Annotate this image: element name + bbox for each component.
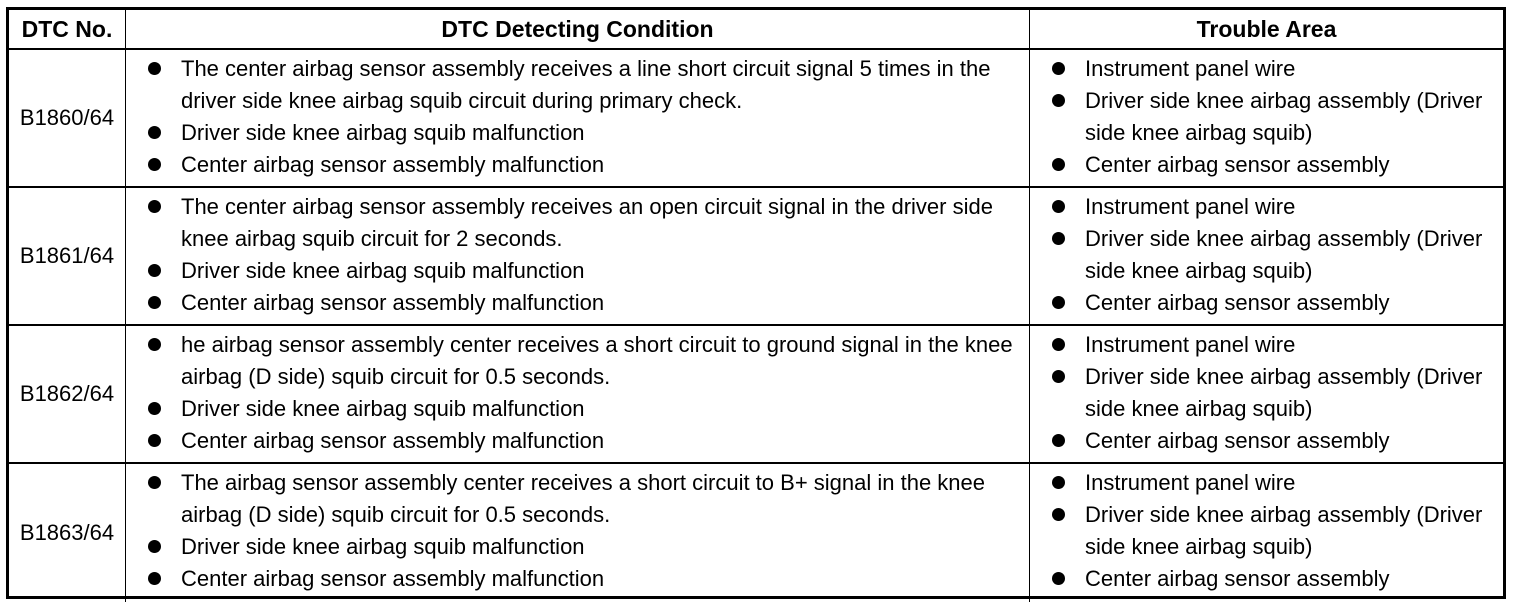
list-item — [148, 53, 1025, 117]
bullet-icon — [148, 126, 161, 139]
trouble-area-cell — [1030, 188, 1503, 324]
dtc-code: B1861/64 — [9, 188, 126, 324]
trouble-area-text: Instrument panel wire — [1085, 194, 1296, 219]
trouble-area-text: Driver side knee airbag assembly (Driver side knee airbag squib) — [1085, 226, 1483, 283]
dtc-code: B1862/64 — [9, 326, 126, 462]
bullet-icon — [148, 434, 161, 447]
bullet-icon — [148, 476, 161, 489]
list-item — [148, 191, 1025, 255]
list-item — [148, 287, 1025, 319]
trouble-area-list — [1052, 467, 1499, 595]
condition-text: Driver side knee airbag squib malfunction — [181, 396, 585, 421]
trouble-area-text: Driver side knee airbag assembly (Driver side knee airbag squib) — [1085, 88, 1483, 145]
header-condition: DTC Detecting Condition — [126, 10, 1030, 48]
bullet-icon — [1052, 94, 1065, 107]
table-row — [9, 326, 1503, 464]
table-row — [9, 464, 1503, 602]
trouble-area-cell — [1030, 464, 1503, 602]
dtc-code: B1863/64 — [9, 464, 126, 602]
trouble-area-list — [1052, 191, 1499, 319]
table-row — [9, 188, 1503, 326]
bullet-icon — [148, 540, 161, 553]
condition-list — [148, 191, 1025, 319]
bullet-icon — [1052, 232, 1065, 245]
condition-text: Center airbag sensor assembly malfunction — [181, 290, 605, 315]
condition-text: Driver side knee airbag squib malfunction — [181, 258, 585, 283]
list-item — [1052, 191, 1499, 223]
bullet-icon — [1052, 370, 1065, 383]
condition-list — [148, 53, 1025, 181]
list-item — [1052, 425, 1499, 457]
list-item — [148, 563, 1025, 595]
list-item — [148, 467, 1025, 531]
list-item — [1052, 329, 1499, 361]
trouble-area-text: Instrument panel wire — [1085, 56, 1296, 81]
list-item — [1052, 467, 1499, 499]
trouble-area-text: Driver side knee airbag assembly (Driver side knee airbag squib) — [1085, 502, 1483, 559]
condition-text: The center airbag sensor assembly receives a line short circuit signal 5 times in the driver side knee airbag squib circuit during primary check. — [181, 56, 991, 113]
list-item — [148, 149, 1025, 181]
list-item — [1052, 53, 1499, 85]
list-item — [148, 393, 1025, 425]
bullet-icon — [1052, 338, 1065, 351]
bullet-icon — [148, 296, 161, 309]
list-item — [1052, 223, 1499, 287]
list-item — [1052, 563, 1499, 595]
condition-cell — [126, 464, 1030, 602]
table-header — [9, 10, 1503, 50]
bullet-icon — [1052, 62, 1065, 75]
list-item — [1052, 499, 1499, 563]
condition-list — [148, 329, 1025, 457]
list-item — [148, 329, 1025, 393]
bullet-icon — [1052, 296, 1065, 309]
bullet-icon — [148, 264, 161, 277]
list-item — [148, 425, 1025, 457]
bullet-icon — [1052, 200, 1065, 213]
trouble-area-list — [1052, 53, 1499, 181]
bullet-icon — [148, 572, 161, 585]
header-dtc-no: DTC No. — [9, 10, 126, 48]
condition-text: The center airbag sensor assembly receives an open circuit signal in the driver side knee airbag squib circuit for 2 seconds. — [181, 194, 993, 251]
list-item — [148, 117, 1025, 149]
trouble-area-text: Driver side knee airbag assembly (Driver side knee airbag squib) — [1085, 364, 1483, 421]
trouble-area-text: Center airbag sensor assembly — [1085, 152, 1390, 177]
condition-cell — [126, 50, 1030, 186]
trouble-area-text: Center airbag sensor assembly — [1085, 566, 1390, 591]
bullet-icon — [148, 338, 161, 351]
bullet-icon — [148, 62, 161, 75]
condition-list — [148, 467, 1025, 595]
bullet-icon — [1052, 508, 1065, 521]
header-trouble-area: Trouble Area — [1196, 15, 1337, 42]
trouble-area-text: Instrument panel wire — [1085, 332, 1296, 357]
trouble-area-list — [1052, 329, 1499, 457]
list-item — [1052, 361, 1499, 425]
trouble-area-text: Center airbag sensor assembly — [1085, 290, 1390, 315]
list-item — [1052, 85, 1499, 149]
condition-text: Driver side knee airbag squib malfunction — [181, 120, 585, 145]
condition-text: Center airbag sensor assembly malfunction — [181, 428, 605, 453]
condition-cell — [126, 326, 1030, 462]
list-item — [148, 255, 1025, 287]
bullet-icon — [148, 200, 161, 213]
bullet-icon — [1052, 434, 1065, 447]
condition-cell — [126, 188, 1030, 324]
trouble-area-cell — [1030, 326, 1503, 462]
condition-text: Driver side knee airbag squib malfunction — [181, 534, 585, 559]
dtc-code: B1860/64 — [9, 50, 126, 186]
condition-text: Center airbag sensor assembly malfunction — [181, 152, 605, 177]
trouble-area-text: Instrument panel wire — [1085, 470, 1296, 495]
bullet-icon — [148, 402, 161, 415]
list-item — [1052, 149, 1499, 181]
list-item — [1052, 287, 1499, 319]
list-item — [148, 531, 1025, 563]
bullet-icon — [1052, 476, 1065, 489]
condition-text: Center airbag sensor assembly malfunction — [181, 566, 605, 591]
dtc-table — [6, 7, 1506, 599]
condition-text: The airbag sensor assembly center receives a short circuit to B+ signal in the knee airbag (D side) squib circuit for 0.5 seconds. — [181, 470, 986, 527]
bullet-icon — [148, 158, 161, 171]
trouble-area-text: Center airbag sensor assembly — [1085, 428, 1390, 453]
bullet-icon — [1052, 572, 1065, 585]
condition-text: he airbag sensor assembly center receives a short circuit to ground signal in the knee airbag (D side) squib circuit for 0.5 seconds. — [181, 332, 1013, 389]
trouble-area-cell — [1030, 50, 1503, 186]
table-row — [9, 50, 1503, 188]
bullet-icon — [1052, 158, 1065, 171]
